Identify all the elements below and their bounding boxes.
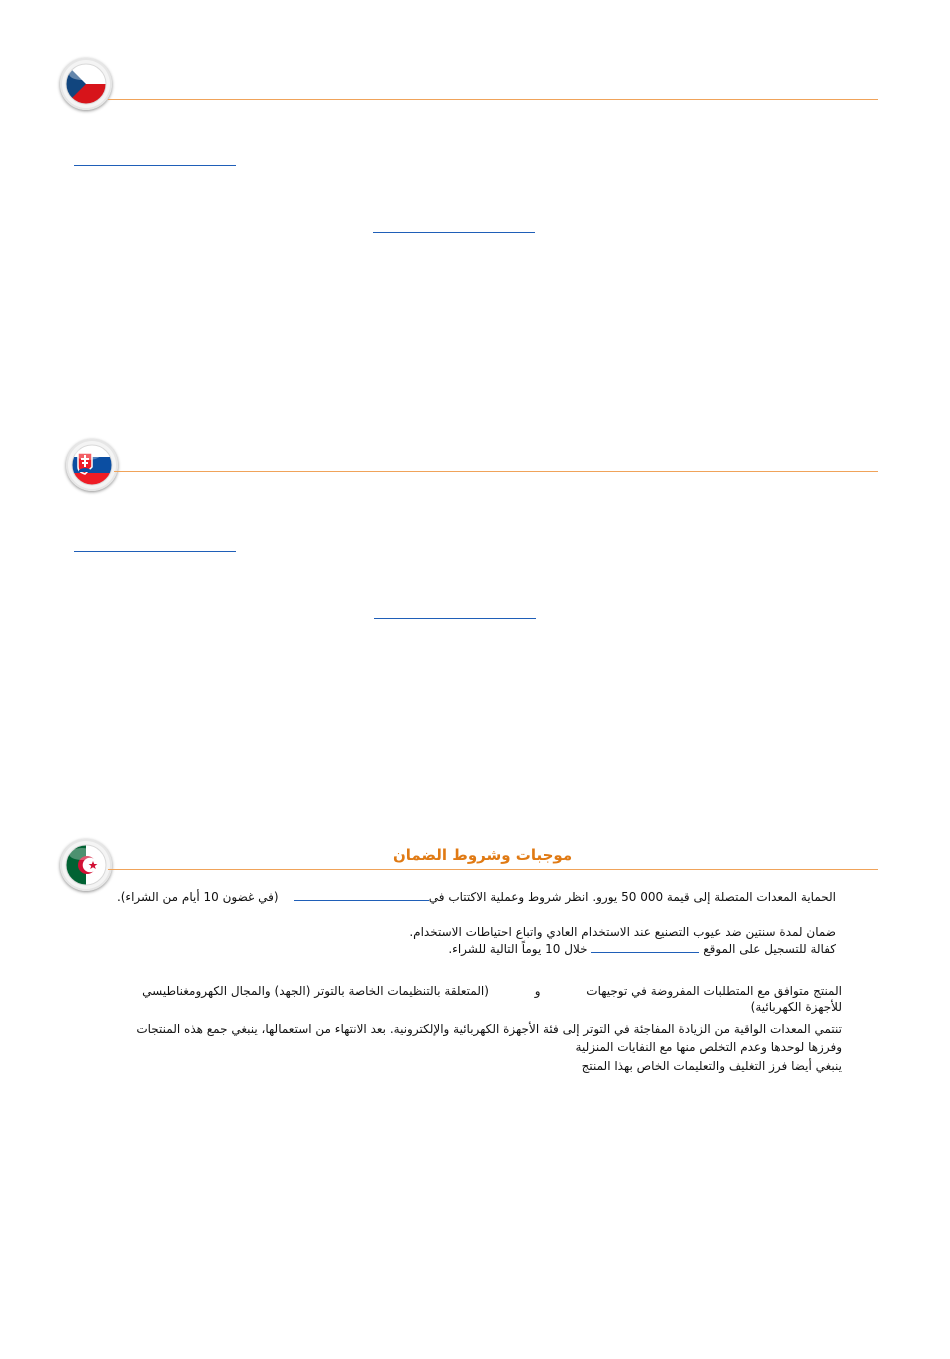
warranty-link-blank-1[interactable] <box>294 899 429 901</box>
czech-link-2[interactable] <box>373 232 535 233</box>
warranty-section-title: موجبات وشروط الضمان <box>393 846 573 864</box>
warranty-text-1a: الحماية المعدات المتصلة إلى قيمة 000 50 يورو. انظر شروط وعملية الاكتتاب في <box>428 890 836 904</box>
czech-link-1[interactable] <box>74 165 236 166</box>
warranty-text-3a: كفالة للتسجيل على الموقع <box>703 942 836 956</box>
warranty-text-4a: المنتج متوافق مع المتطلبات المفروضة في توجيهات <box>586 984 842 998</box>
warranty-link-blank-2[interactable] <box>591 951 699 953</box>
slovak-flag-icon <box>66 439 118 491</box>
warranty-paragraph-5: تنتمي المعدات الواقية من الزيادة المفاجئة في التوتر إلى فئة الأجهزة الكهربائية والإلكترونية. بعد الانتهاء من استعمالها، ينبغي جمع هذه المنتجات <box>136 1022 842 1036</box>
slovak-link-1[interactable] <box>74 551 236 552</box>
warranty-paragraph-2: ضمان لمدة سنتين ضد عيوب التصنيع عند الاستخدام العادي واتباع احتياطات الاستخدام. <box>409 925 836 939</box>
warranty-paragraph-4 <box>142 983 842 999</box>
czech-flag-icon <box>60 58 112 110</box>
slovak-link-2[interactable] <box>374 618 536 619</box>
algeria-section-rule <box>108 869 878 870</box>
warranty-text-3b: خلال 10 يوماً التالية للشراء. <box>448 942 588 956</box>
warranty-paragraph-5-cont: وفرزها لوحدها وعدم التخلص منها مع النفايات المنزلية <box>575 1040 842 1054</box>
warranty-text-4and: و <box>534 984 541 998</box>
warranty-paragraph-4-cont: للأجهزة الكهربائية) <box>750 1000 842 1014</box>
warranty-paragraph-1 <box>117 889 836 905</box>
czech-section-rule <box>108 99 878 100</box>
warranty-text-1b: (في غضون 10 أيام من الشراء). <box>116 890 279 904</box>
warranty-paragraph-3 <box>448 941 836 957</box>
warranty-text-4b: (المتعلقة بالتنظيمات الخاصة بالتوتر (الجهد) والمجال الكهرومغناطيسي <box>142 984 489 998</box>
slovak-section-rule <box>114 471 878 472</box>
algeria-flag-icon <box>60 839 112 891</box>
warranty-paragraph-6: ينبغي أيضا فرز التغليف والتعليمات الخاص بهذا المنتج <box>581 1059 842 1073</box>
